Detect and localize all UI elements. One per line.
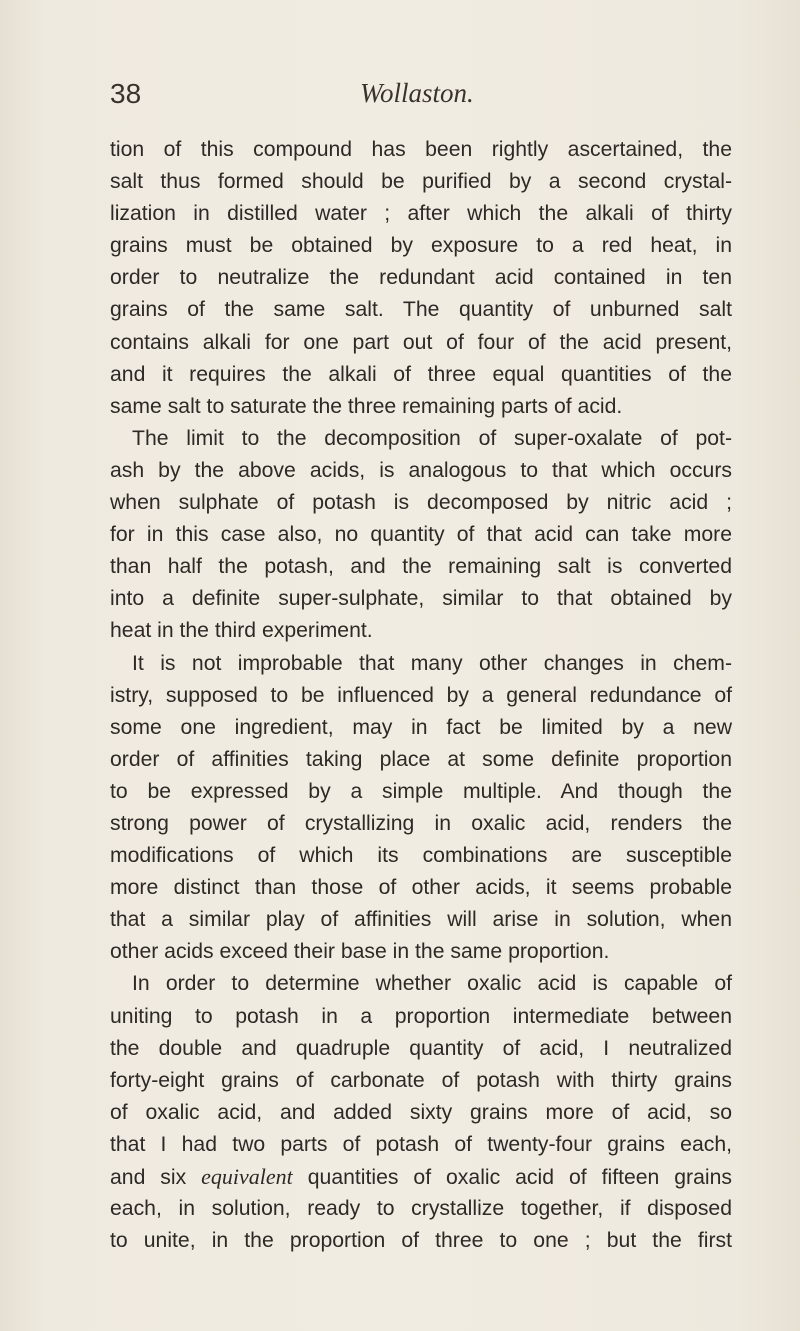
text-line: more distinct than those of other acids, it seems probable [110, 876, 732, 900]
text-line: for in this case also, no quantity of that acid can take more [110, 523, 732, 547]
text-line: the double and quadruple quantity of acid, I neutralized [110, 1036, 732, 1060]
text-line: tion of this compound has been rightly ascertained, the [110, 138, 732, 161]
text-line: when sulphate of potash is decomposed by nitric acid ; [110, 491, 732, 515]
paragraph [110, 423, 732, 648]
text-line: that a similar play of affinities will arise in solution, when [110, 908, 732, 932]
text-line: other acids exceed their base in the same proportion. [110, 940, 610, 964]
text-run: quantities of oxalic acid of fifteen grains [292, 1166, 732, 1189]
emphasized-word: equivalent [201, 1164, 293, 1189]
text-line: that I had two parts of potash of twenty-four grains each, [110, 1132, 732, 1156]
body-text [110, 134, 732, 1257]
text-line: some one ingredient, may in fact be limited by a new [110, 715, 732, 739]
text-line: modifications of which its combinations are susceptible [110, 844, 732, 868]
text-line: heat in the third experiment. [110, 619, 373, 643]
text-line: to unite, in the proportion of three to one ; but the first [110, 1229, 732, 1253]
text-line: than half the potash, and the remaining salt is converted [110, 555, 732, 579]
text-line: salt thus formed should be purified by a second crystal- [110, 170, 732, 194]
text-line: grains must be obtained by exposure to a red heat, in [110, 234, 732, 258]
text-line: ash by the above acids, is analogous to that which occurs [110, 458, 732, 482]
text-line: order of affinities taking place at some definite proportion [110, 747, 732, 771]
text-line: strong power of crystallizing in oxalic acid, renders the [110, 811, 732, 835]
text-line: uniting to potash in a proportion intermediate between [110, 1004, 732, 1028]
text-line: lization in distilled water ; after which the alkali of thirty [110, 202, 732, 226]
text-line: order to neutralize the redundant acid contained in ten [110, 266, 732, 290]
text-line: It is not improbable that many other changes in chem- [132, 651, 732, 675]
text-line: forty-eight grains of carbonate of potash with thirty grains [110, 1068, 732, 1092]
text-line: istry, supposed to be influenced by a general redundance of [110, 683, 732, 707]
paragraph [110, 134, 732, 423]
text-line: and it requires the alkali of three equal quantities of the [110, 362, 732, 386]
text-run: and six [110, 1166, 202, 1189]
text-line: contains alkali for one part out of four of the acid present, [110, 330, 732, 354]
text-line: of oxalic acid, and added sixty grains more of acid, so [110, 1100, 732, 1124]
text-line: grains of the same salt. The quantity of unburned salt [110, 298, 732, 322]
text-line: In order to determine whether oxalic acid is capable of [132, 972, 732, 996]
text-line: The limit to the decomposition of super-oxalate of pot- [132, 426, 732, 450]
paragraph [110, 968, 732, 1257]
text-line: each, in solution, ready to crystallize together, if disposed [110, 1197, 732, 1221]
running-title: Wollaston. [360, 78, 474, 108]
text-line: same salt to saturate the three remaining parts of acid. [110, 394, 623, 418]
page-number: 38 [110, 78, 142, 109]
text-line: to be expressed by a simple multiple. And though the [110, 779, 732, 803]
page-header [110, 78, 730, 118]
text-line: into a definite super-sulphate, similar to that obtained by [110, 587, 732, 611]
paragraph [110, 648, 732, 969]
text-line [110, 1161, 732, 1193]
